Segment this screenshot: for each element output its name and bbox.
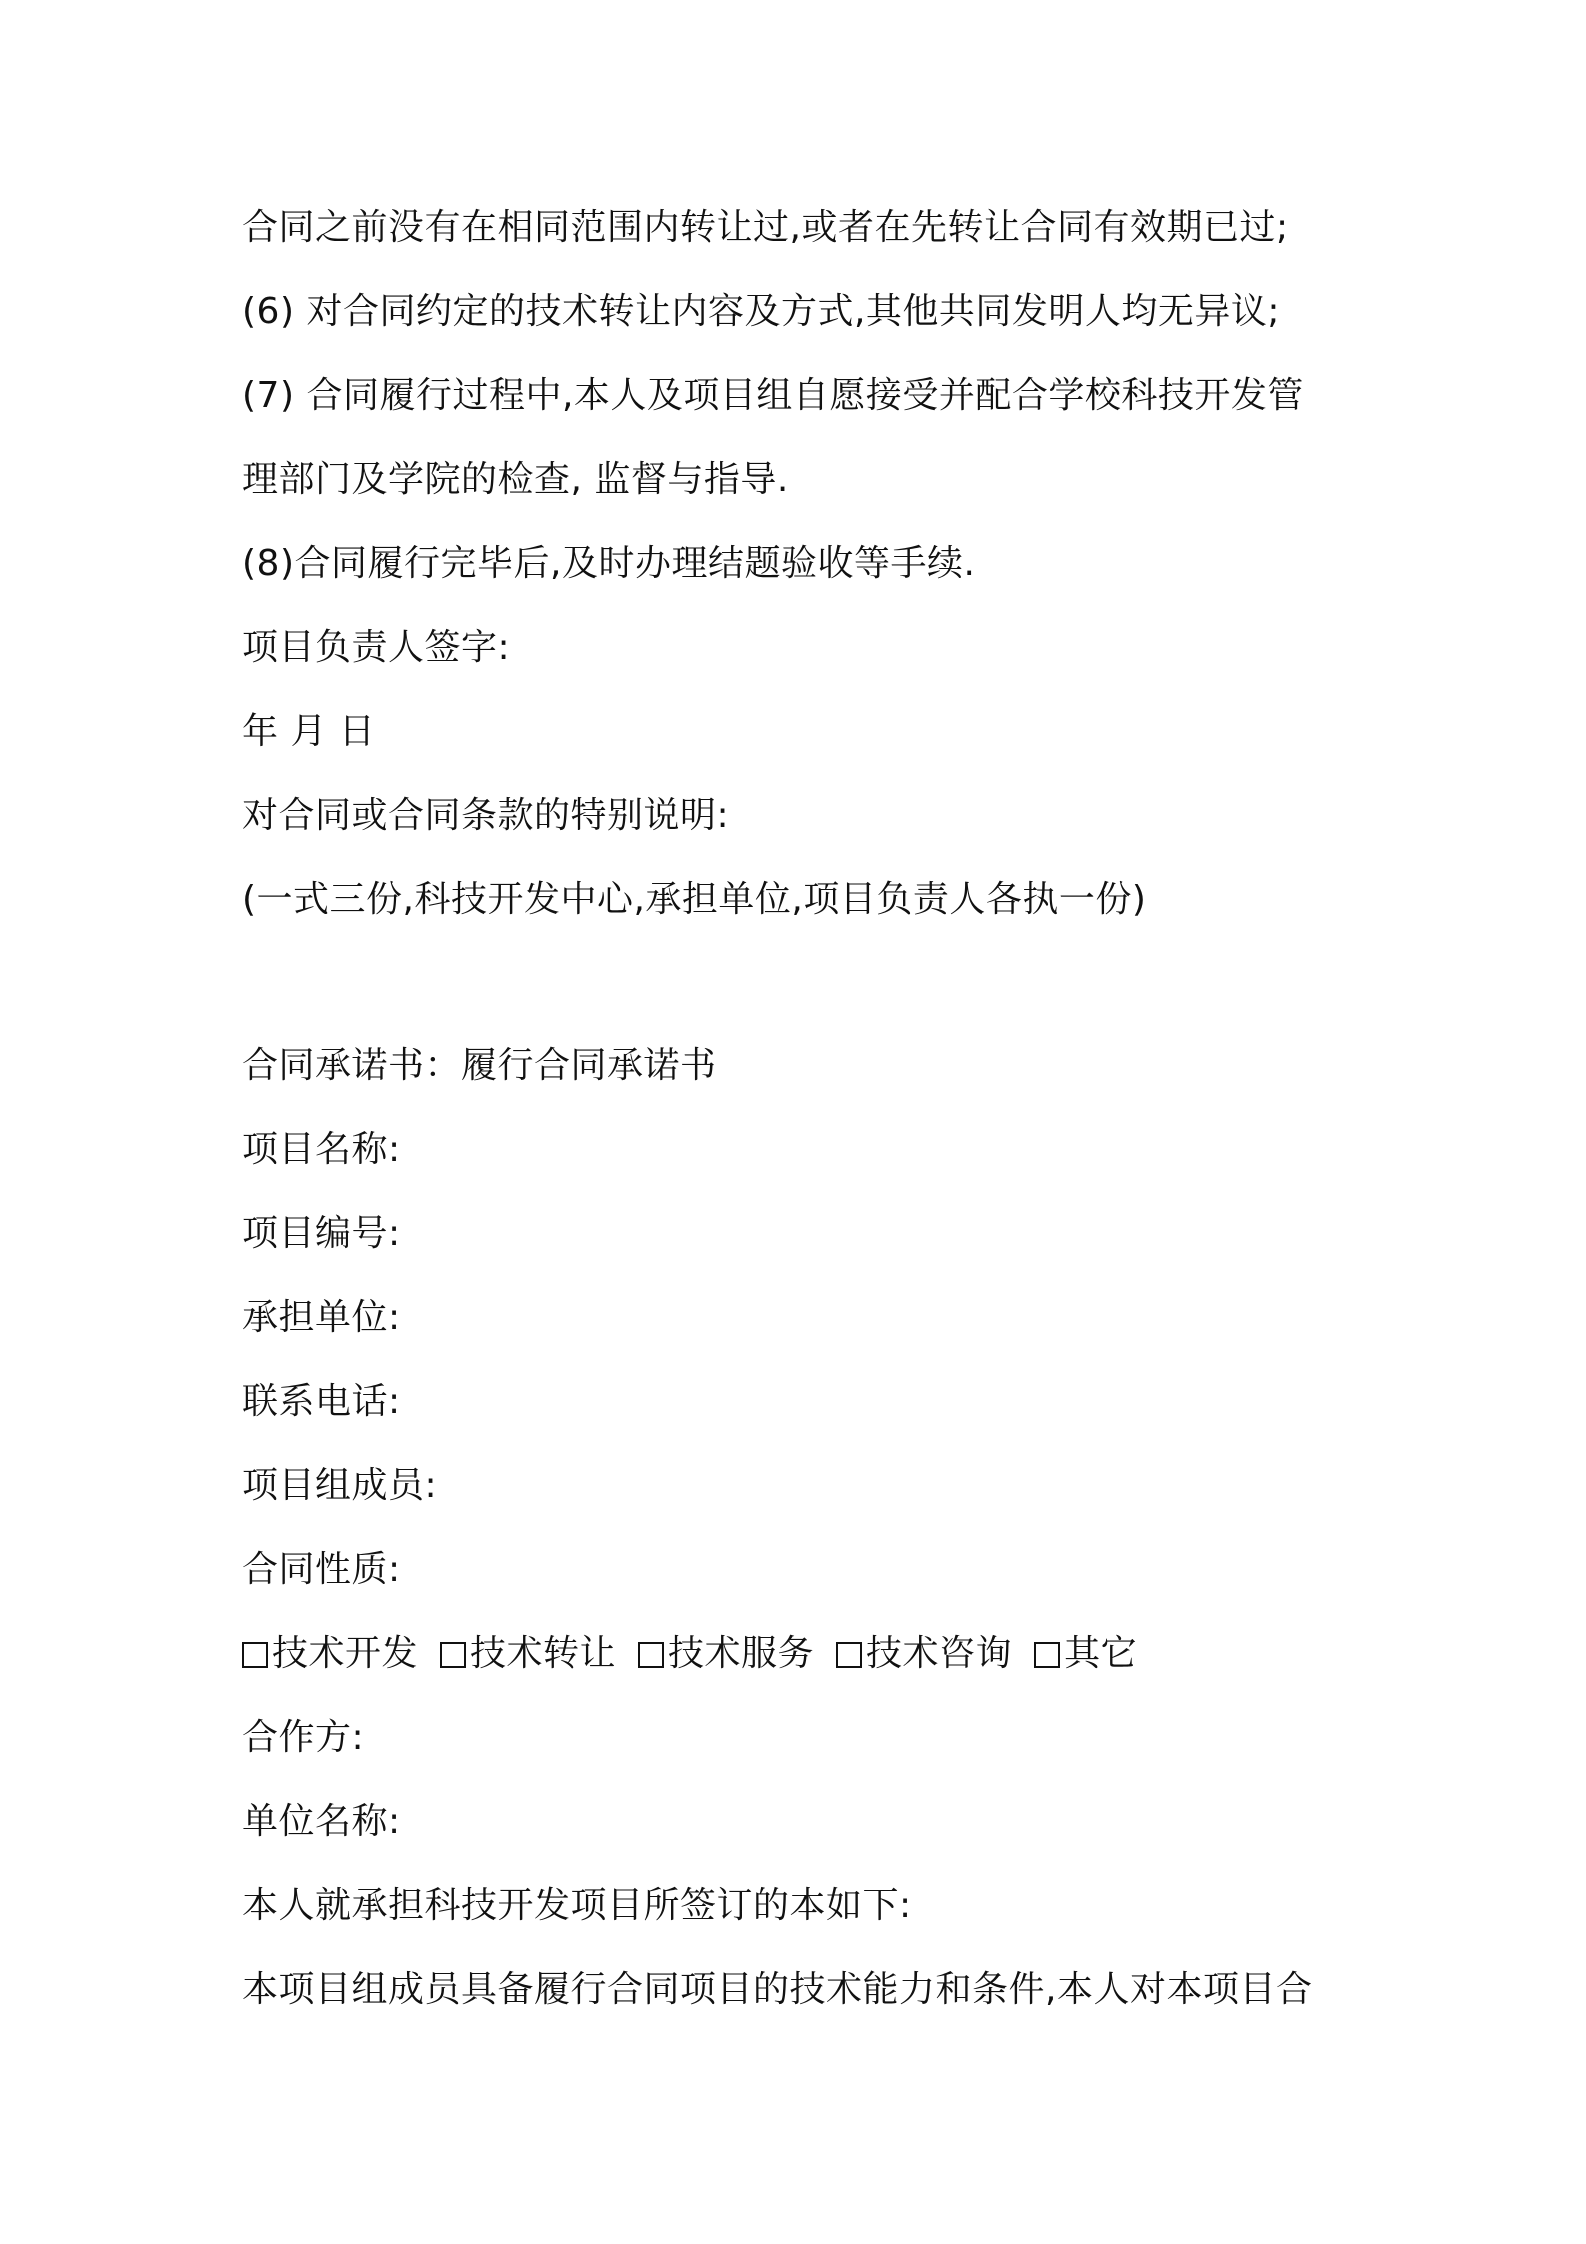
members-label: 项目组成员: <box>242 1465 438 1506</box>
continued-line: 合同之前没有在相同范围内转让过,或者在先转让合同有效期已过; <box>242 207 1289 248</box>
item-7-line-1: (7) 合同履行过程中,本人及项目组自愿接受并配合学校科技开发管 <box>242 375 1304 416</box>
checkbox-icon[interactable] <box>440 1642 466 1668</box>
undertaking-unit-label: 承担单位: <box>242 1297 401 1338</box>
capability-line: 本项目组成员具备履行合同项目的技术能力和条件,本人对本项目合 <box>242 1969 1313 2010</box>
unit-name-label: 单位名称: <box>242 1801 401 1842</box>
option-label: 技术开发 <box>272 1633 419 1674</box>
checkbox-icon[interactable] <box>242 1642 268 1668</box>
project-number-label: 项目编号: <box>242 1213 401 1254</box>
leader-signature-label: 项目负责人签字: <box>242 627 511 668</box>
project-name-label: 项目名称: <box>242 1129 401 1170</box>
special-note-label: 对合同或合同条款的特别说明: <box>242 795 730 836</box>
checkbox-icon[interactable] <box>638 1642 664 1668</box>
checkbox-icon[interactable] <box>1034 1642 1060 1668</box>
option-tech-development[interactable] <box>242 1630 418 1678</box>
option-tech-consulting[interactable] <box>836 1630 1012 1678</box>
option-tech-transfer[interactable] <box>440 1630 616 1678</box>
statement-line: 本人就承担科技开发项目所签订的本如下: <box>242 1885 912 1926</box>
copies-note: (一式三份,科技开发中心,承担单位,项目负责人各执一份) <box>242 879 1147 920</box>
option-label: 技术咨询 <box>866 1633 1013 1674</box>
commitment-title: 合同承诺书：履行合同承诺书 <box>242 1045 717 1086</box>
option-other[interactable] <box>1034 1630 1137 1678</box>
item-8: (8)合同履行完毕后,及时办理结题验收等手续. <box>242 543 976 584</box>
contract-nature-label: 合同性质: <box>242 1549 401 1590</box>
partner-label: 合作方: <box>242 1717 365 1758</box>
phone-label: 联系电话: <box>242 1381 401 1422</box>
option-label: 其它 <box>1064 1633 1138 1674</box>
item-7-line-2: 理部门及学院的检查, 监督与指导. <box>242 459 789 500</box>
contract-nature-options <box>242 1630 1382 1678</box>
item-6: (6) 对合同约定的技术转让内容及方式,其他共同发明人均无异议; <box>242 291 1281 332</box>
option-tech-service[interactable] <box>638 1630 814 1678</box>
checkbox-icon[interactable] <box>836 1642 862 1668</box>
option-label: 技术转让 <box>470 1633 617 1674</box>
option-label: 技术服务 <box>668 1633 815 1674</box>
date-line: 年 月 日 <box>242 711 376 752</box>
